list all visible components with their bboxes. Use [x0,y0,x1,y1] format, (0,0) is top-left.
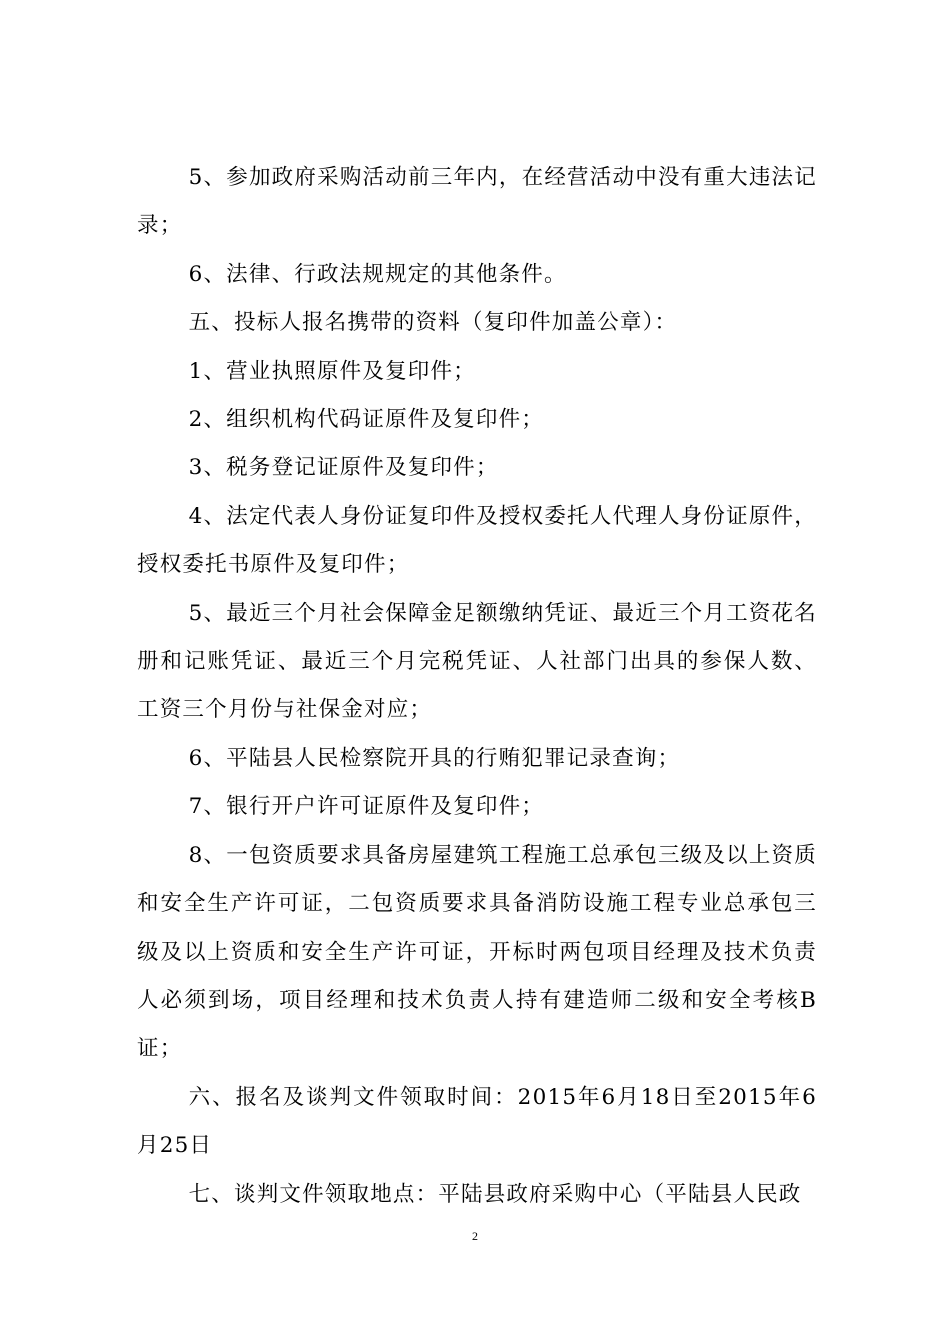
paragraph-material-5: 5、最近三个月社会保障金足额缴纳凭证、最近三个月工资花名册和记账凭证、最近三个月完税凭证、人社部门出具的参保人数、工资三个月份与社保金对应； [137,600,817,723]
section-heading-registration-time: 六、报名及谈判文件领取时间：2015年6月18日至2015年6月25日 [137,1084,817,1159]
document-body [137,154,817,1219]
paragraph-material-1: 1、营业执照原件及复印件； [188,358,476,384]
paragraph-qualification-5: 5、参加政府采购活动前三年内，在经营活动中没有重大违法记录； [137,165,817,239]
paragraph-material-3: 3、税务登记证原件及复印件； [188,455,499,481]
paragraph-material-4: 4、法定代表人身份证复印件及授权委托人代理人身份证原件，授权委托书原件及复印件； [137,503,817,578]
paragraph-material-8: 8、一包资质要求具备房屋建筑工程施工总承包三级及以上资质和安全生产许可证，二包资质要求具备消防设施工程专业总承包三级及以上资质和安全生产许可证，开标时两包项目经理及技术负责人必须到场，项目经理和技术负责人持有建造师二级和安全考核B证； [137,842,817,1062]
paragraph-material-7: 7、银行开户许可证原件及复印件； [188,794,544,820]
paragraph-material-2: 2、组织机构代码证原件及复印件； [188,407,544,433]
paragraph-material-6: 6、平陆县人民检察院开具的行贿犯罪记录查询； [188,745,681,771]
section-heading-registration-materials: 五、投标人报名携带的资料（复印件加盖公章）： [188,310,678,336]
page-number: 2 [472,1229,478,1243]
section-heading-document-location: 七、谈判文件领取地点：平陆县政府采购中心（平陆县人民政 [188,1181,802,1207]
paragraph-qualification-6: 6、法律、行政法规规定的其他条件。 [188,261,567,287]
